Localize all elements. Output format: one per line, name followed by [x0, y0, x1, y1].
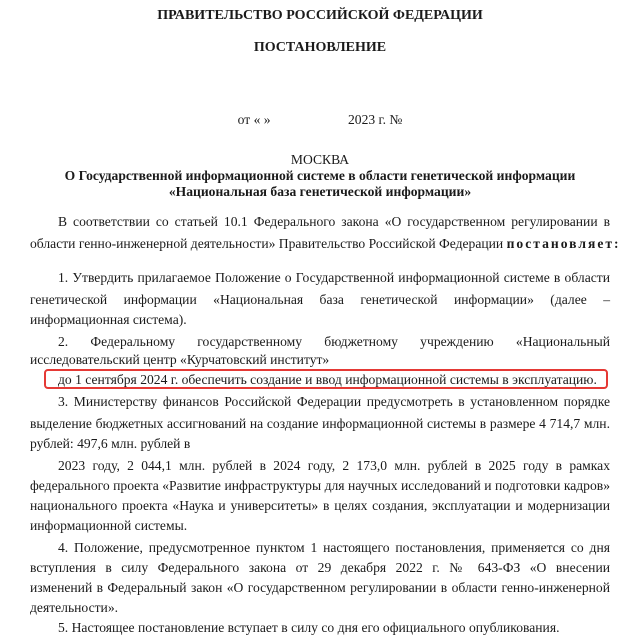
- city: МОСКВА: [290, 152, 350, 167]
- document-title-line-1: О Государственной информационной системе в области генетической информации: [64, 168, 576, 183]
- paragraph-2-line-1: 2. Федеральному государственному бюджетному учреждению «Национальный: [58, 334, 610, 349]
- date-year: 2023 г. №: [347, 112, 403, 127]
- paragraph-2-line-2: исследовательский центр «Курчатовский институт»: [30, 352, 330, 367]
- paragraph-4-line-4: деятельности».: [30, 600, 119, 615]
- paragraph-1-line-1: 1. Утвердить прилагаемое Положение о Государственной информационной системе в области: [58, 270, 610, 285]
- date-prefix: от « »: [237, 112, 271, 127]
- paragraph-3-line-6: национального проекта «Наука и университеты» в целях создания, эксплуатации и модернизации: [30, 498, 610, 513]
- document-date-line: [0, 112, 640, 128]
- paragraph-5-line-1: 5. Настоящее постановление вступает в силу со дня его официального опубликования.: [58, 620, 560, 635]
- paragraph-3-line-1: 3. Министерству финансов Российской Федерации предусмотреть в установленном порядке: [58, 394, 610, 409]
- paragraph-3-line-4: 2023 году, 2 044,1 млн. рублей в 2024 году, 2 173,0 млн. рублей в 2025 году в рамках: [58, 458, 610, 473]
- intro-line-2: [30, 236, 621, 252]
- intro-line-1: В соответствии со статьей 10.1 Федерального закона «О государственном регулировании в: [58, 214, 610, 229]
- document-type-heading: ПОСТАНОВЛЕНИЕ: [253, 40, 387, 55]
- paragraph-3-line-2: выделение бюджетных ассигнований на создание информационной системы в размере 4 714,7 млн.: [30, 416, 610, 431]
- document-title-line-2: «Национальная база генетической информации»: [168, 184, 472, 199]
- paragraph-4-line-1: 4. Положение, предусмотренное пунктом 1 настоящего постановления, применяется со дня: [58, 540, 610, 555]
- paragraph-1-line-3: информационная система).: [30, 312, 187, 327]
- paragraph-2-highlighted-line: до 1 сентября 2024 г. обеспечить создание и ввод информационной системы в эксплуатацию.: [58, 372, 597, 387]
- paragraph-4-line-3: изменений в Федеральный закон «О государственном регулировании в области генно-инженерной: [30, 580, 610, 595]
- paragraph-4-line-2: вступления в силу Федерального закона от 29 декабря 2022 г. № 643-ФЗ «О внесении: [30, 560, 610, 575]
- postanovlyaet-word: постановляет:: [506, 236, 621, 251]
- paragraph-1-line-2: генетической информации «Национальная база генетической информации» (далее –: [30, 292, 610, 307]
- paragraph-3-line-3: рублей: 497,6 млн. рублей в: [30, 436, 191, 451]
- paragraph-3-line-7: информационной системы.: [30, 518, 188, 533]
- government-heading: ПРАВИТЕЛЬСТВО РОССИЙСКОЙ ФЕДЕРАЦИИ: [157, 8, 483, 23]
- intro-line-2-text: области генно-инженерной деятельности» Правительство Российской Федерации: [30, 236, 507, 251]
- paragraph-3-line-5: федерального проекта «Развитие инфраструктуры для научных исследований и подготовки кадров»: [30, 478, 610, 493]
